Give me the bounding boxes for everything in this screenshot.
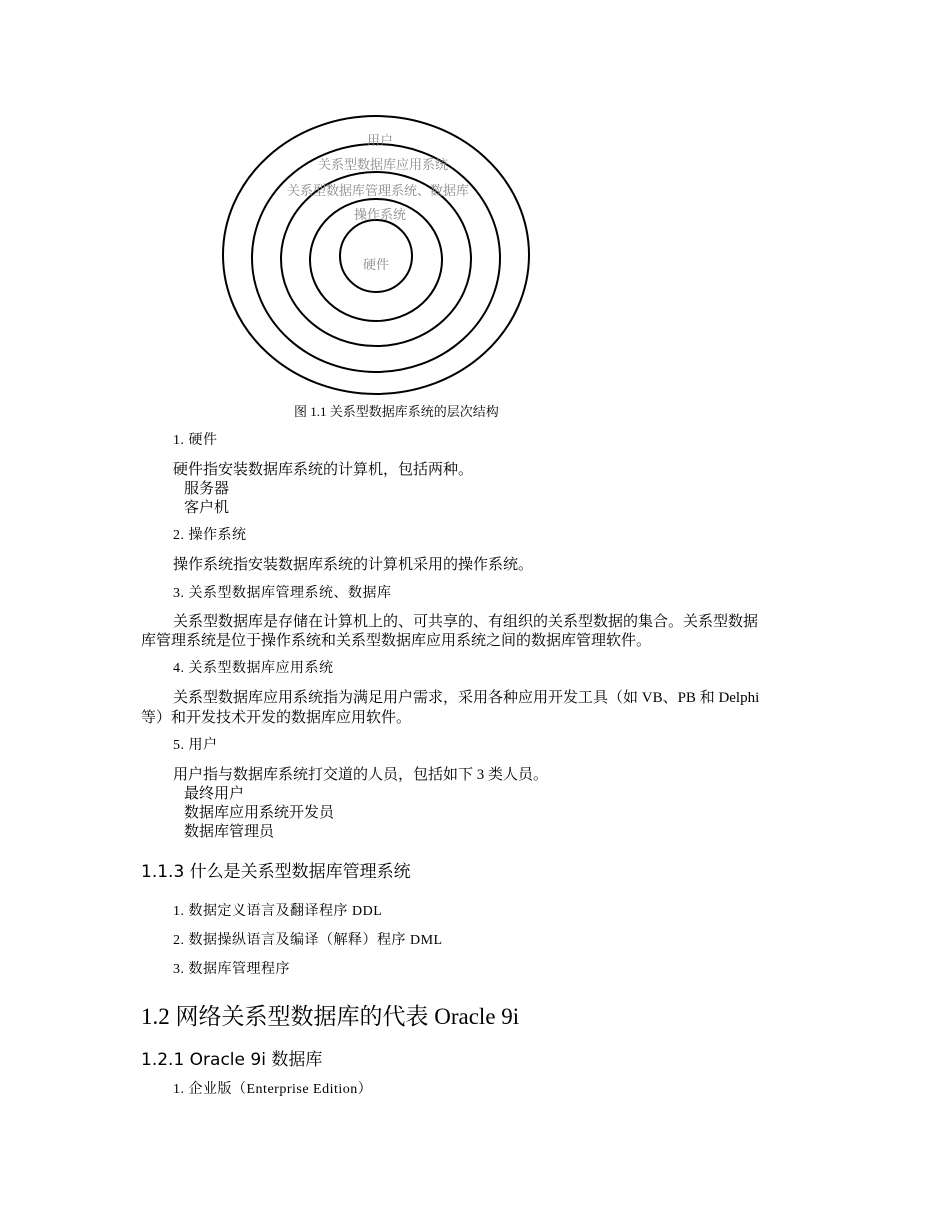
list-item: 2. 数据操纵语言及编译（解释）程序 DML [173, 933, 443, 948]
item-text-dbms-line2: 库管理系统是位于操作系统和关系型数据库应用系统之间的数据库管理软件。 [141, 633, 652, 649]
item-text-app-system-line1: 关系型数据库应用系统指为满足用户需求，采用各种应用开发工具（如 VB、PB 和 Delphi [173, 690, 760, 706]
ring-label-app-system: 关系型数据库应用系统 [317, 158, 449, 173]
item-text-dbms-line1: 关系型数据库是存储在计算机上的、可共享的、有组织的关系型数据的集合。关系型数据 [173, 614, 759, 630]
item-text-os: 操作系统指安装数据库系统的计算机采用的操作系统。 [173, 557, 534, 573]
layer-diagram [0, 0, 950, 430]
list-item: 数据库管理员 [184, 824, 275, 840]
item-heading-app-system: 4. 关系型数据库应用系统 [173, 661, 334, 676]
ring-hardware [340, 220, 412, 292]
section-heading-1-1-3: 1.1.3 什么是关系型数据库管理系统 [141, 862, 411, 882]
ring-label-users: 用户 [366, 134, 394, 149]
list-item: 客户机 [184, 500, 230, 516]
list-item: 最终用户 [184, 786, 245, 802]
item-text-app-system-line2: 等）和开发技术开发的数据库应用软件。 [141, 710, 412, 726]
list-item: 1. 企业版（Enterprise Edition） [173, 1082, 373, 1097]
ring-label-os: 操作系统 [353, 208, 407, 223]
ring-label-dbms: 关系型数据库管理系统、数据库 [286, 184, 470, 199]
item-heading-hardware: 1. 硬件 [173, 433, 218, 448]
figure-caption: 图 1.1 关系型数据库系统的层次结构 [294, 404, 499, 419]
ring-label-hardware: 硬件 [362, 258, 390, 273]
item-heading-os: 2. 操作系统 [173, 528, 247, 543]
list-item: 数据库应用系统开发员 [184, 805, 335, 821]
item-heading-users: 5. 用户 [173, 738, 218, 753]
item-heading-dbms: 3. 关系型数据库管理系统、数据库 [173, 586, 392, 601]
item-text-hardware: 硬件指安装数据库系统的计算机，包括两种。 [173, 462, 474, 478]
item-text-users: 用户指与数据库系统打交道的人员，包括如下 3 类人员。 [173, 767, 549, 783]
section-heading-1-2: 1.2 网络关系型数据库的代表 Oracle 9i [141, 1004, 520, 1029]
list-item: 1. 数据定义语言及翻译程序 DDL [173, 904, 383, 919]
section-heading-1-2-1: 1.2.1 Oracle 9i 数据库 [141, 1050, 323, 1070]
list-item: 服务器 [184, 481, 230, 497]
list-item: 3. 数据库管理程序 [173, 962, 290, 977]
